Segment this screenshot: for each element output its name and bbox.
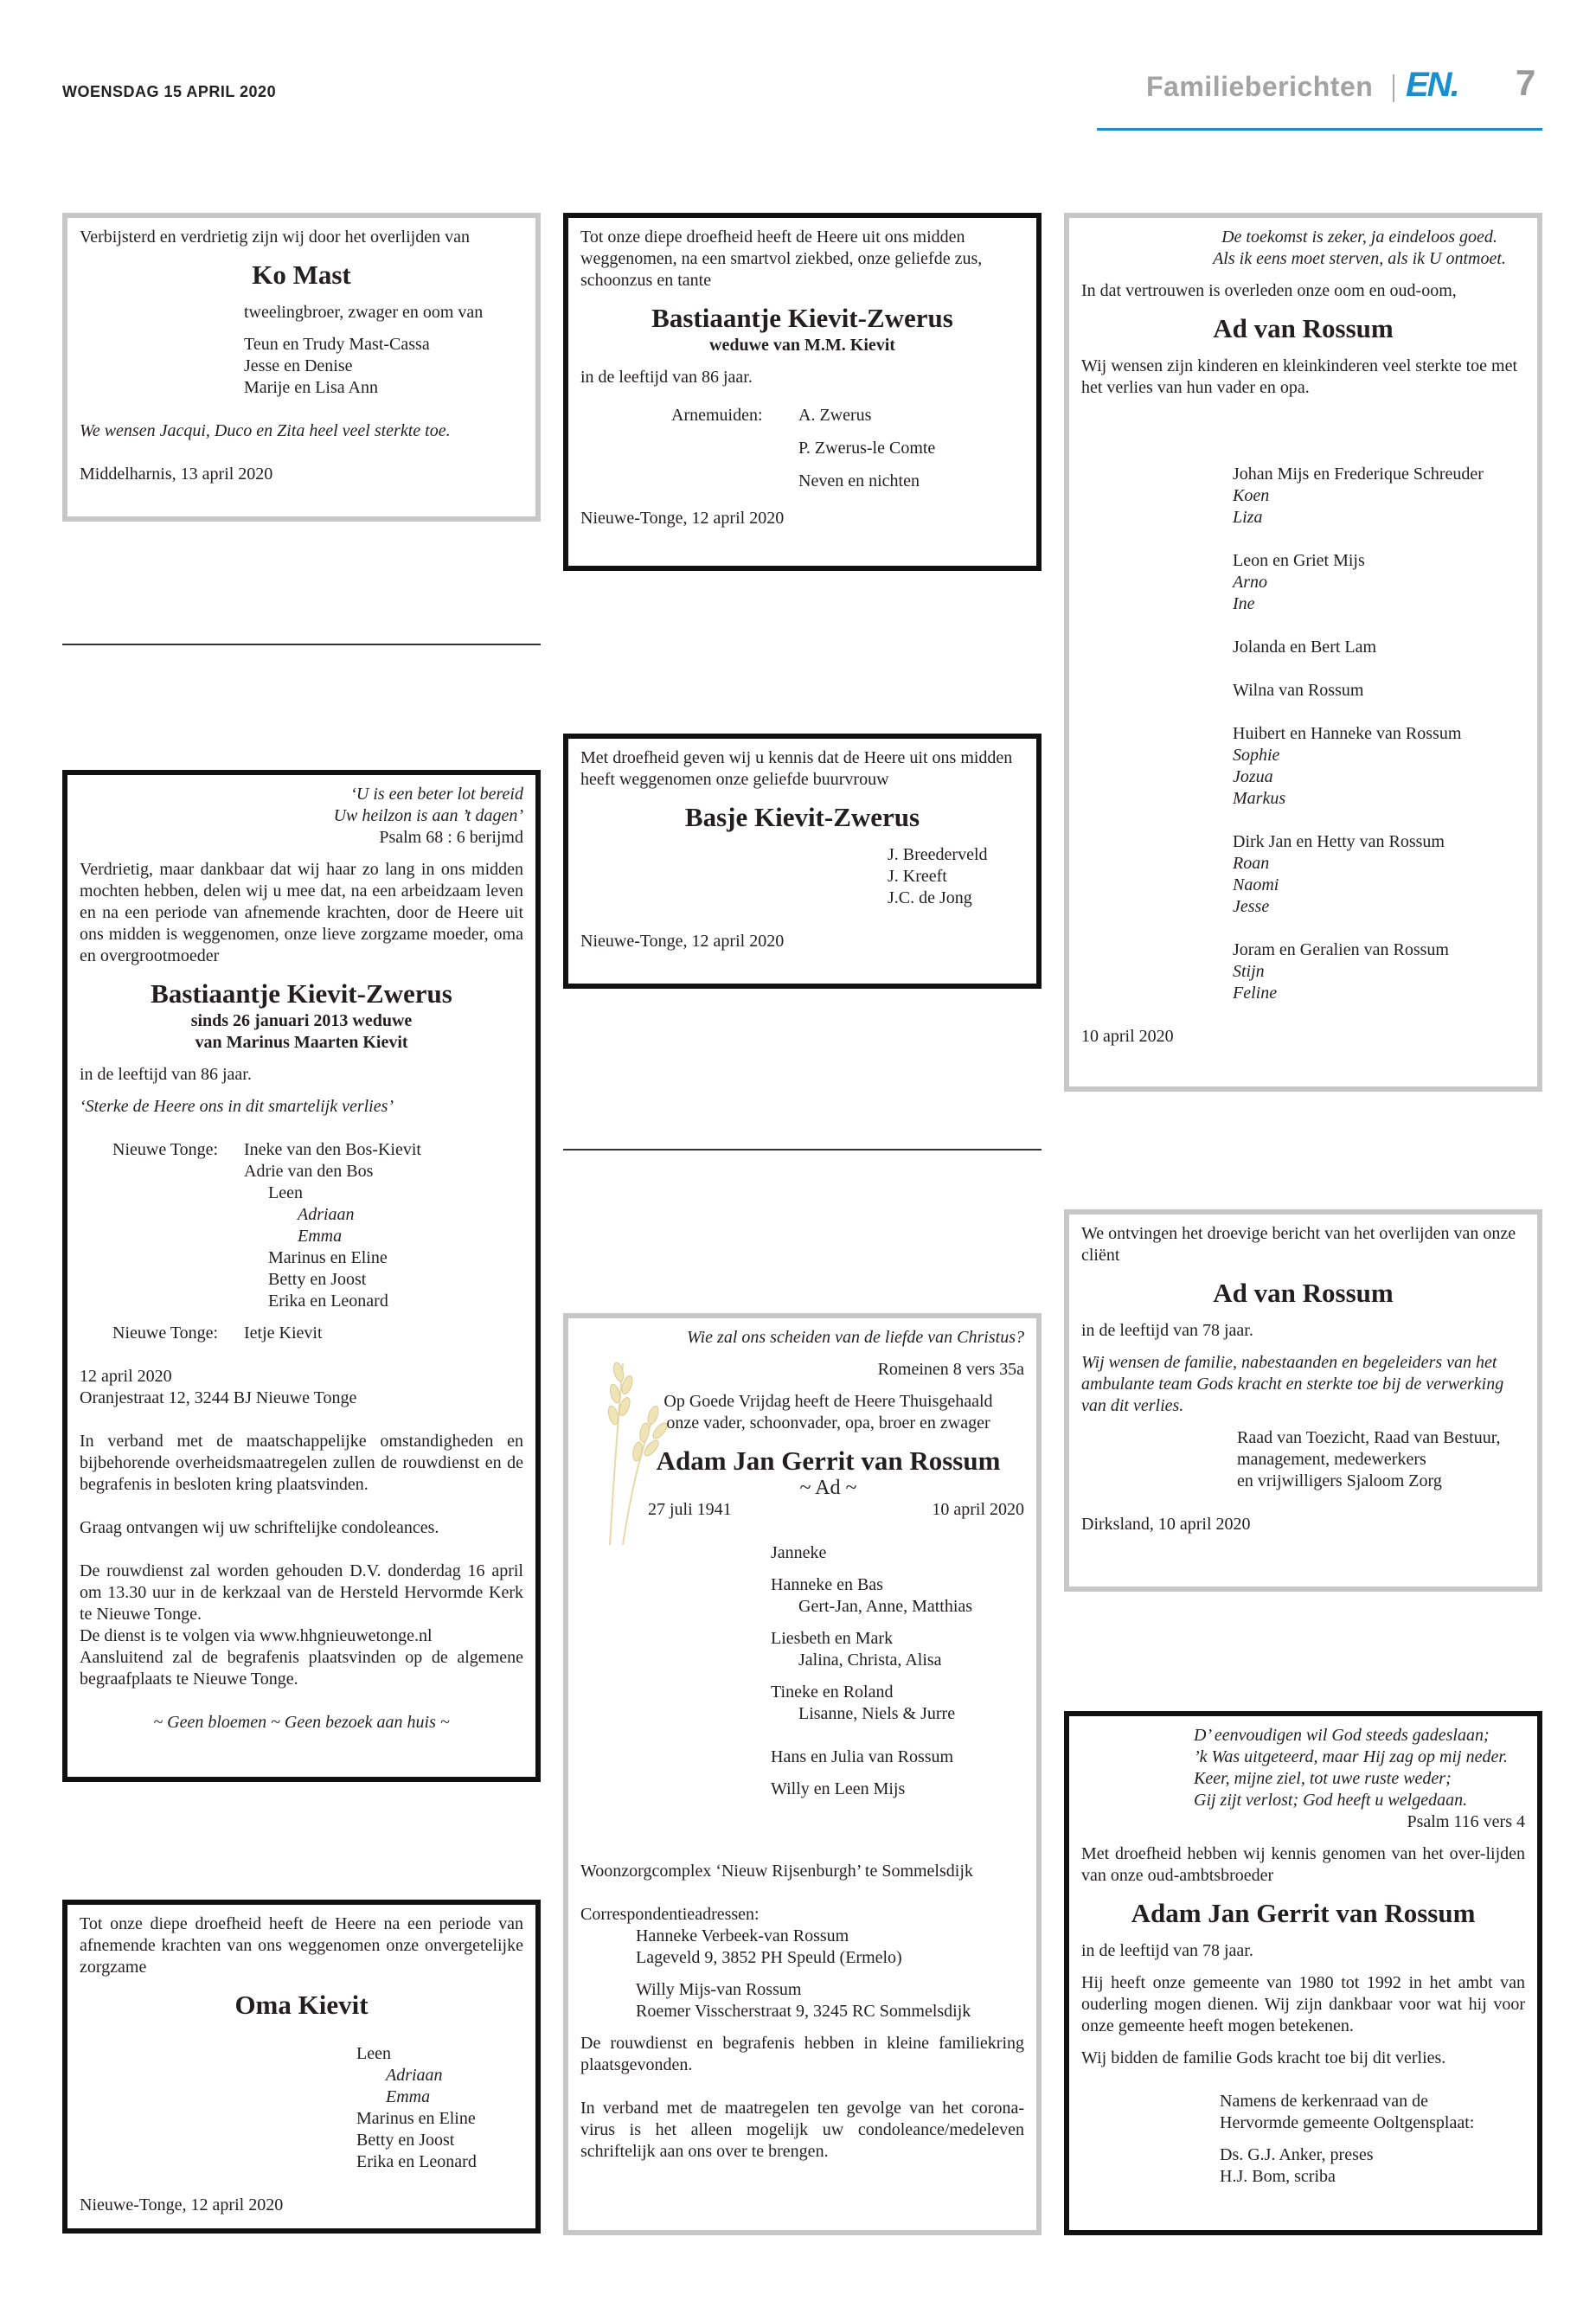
wish: We wensen Jacqui, Duco en Zita heel veel sterkte toe. bbox=[80, 421, 451, 440]
family-line: Erika en Leonard bbox=[268, 1292, 388, 1311]
family-line: Leon en Griet Mijs bbox=[1233, 551, 1365, 570]
place-date: Dirksland, 10 april 2020 bbox=[1081, 1515, 1251, 1534]
quote-line: D’ eenvoudigen wil God steeds gadeslaan; bbox=[1194, 1726, 1490, 1745]
quote-line: ’k Was uitgeteerd, maar Hij zag op mij neder. bbox=[1194, 1747, 1508, 1766]
obituary-bastiaantje-family bbox=[62, 770, 541, 1782]
family-line: Leen bbox=[356, 2044, 391, 2063]
grandchild: Jozua bbox=[1233, 767, 1273, 786]
family-line: Ineke van den Bos-Kievit bbox=[244, 1140, 421, 1159]
quote-line: De toekomst is zeker, ja eindeloos goed. bbox=[1221, 228, 1497, 247]
grandchild: Feline bbox=[1233, 984, 1278, 1003]
family-line: Marinus en Eline bbox=[356, 2109, 476, 2128]
header-rule bbox=[1097, 128, 1542, 131]
grandchild: Naomi bbox=[1233, 875, 1279, 894]
quote: Wie zal ons scheiden van de liefde van Christus? bbox=[687, 1328, 1024, 1347]
subtitle: weduwe van M.M. Kievit bbox=[709, 336, 895, 355]
date: 12 april 2020 bbox=[80, 1367, 172, 1386]
family-line: Betty en Joost bbox=[268, 1270, 367, 1289]
header-divider bbox=[1393, 74, 1394, 102]
grandchild: Emma bbox=[298, 1227, 343, 1246]
address-name: Willy Mijs-van Rossum bbox=[636, 1980, 802, 1999]
residence: Woonzorgcomplex ‘Nieuw Rijsenburgh’ te Sommelsdijk bbox=[580, 1862, 973, 1881]
obituary-ad-van-rossum-sjaloom bbox=[1064, 1209, 1542, 1592]
grandchild: Stijn bbox=[1233, 962, 1265, 981]
address-line: Lageveld 9, 3852 PH Speuld (Ermelo) bbox=[636, 1948, 902, 1967]
en-logo: EN. bbox=[1406, 66, 1458, 104]
death-date: 10 april 2020 bbox=[932, 1500, 1024, 1519]
grandchildren: Gert-Jan, Anne, Matthias bbox=[798, 1597, 973, 1616]
family-line: Willy en Leen Mijs bbox=[771, 1779, 906, 1798]
place-date: Nieuwe-Tonge, 12 april 2020 bbox=[580, 509, 785, 528]
prayer: Wij bidden de familie Gods kracht toe bij dit verlies. bbox=[1081, 2048, 1446, 2067]
quote-ref: Psalm 116 vers 4 bbox=[1407, 1812, 1525, 1831]
deceased-name: Ko Mast bbox=[252, 260, 351, 290]
grandchildren: Jalina, Christa, Alisa bbox=[798, 1650, 942, 1670]
obituary-basje-kievit bbox=[563, 734, 1042, 989]
intro: Met droefheid hebben wij kennis genomen van het over-lijden van onze oud-ambtsbroeder bbox=[1081, 1844, 1525, 1885]
grandchild: Roan bbox=[1233, 854, 1270, 873]
address-line: Roemer Visscherstraat 9, 3245 RC Sommelsdijk bbox=[636, 2002, 971, 2021]
family-line: Neven en nichten bbox=[798, 471, 920, 490]
family-line: Jesse en Denise bbox=[244, 356, 353, 375]
column-separator bbox=[563, 1149, 1042, 1150]
family-line: Tineke en Roland bbox=[771, 1682, 894, 1702]
signer-line: Ds. G.J. Anker, preses bbox=[1220, 2145, 1374, 2164]
family-line: A. Zwerus bbox=[798, 406, 872, 425]
deceased-name: Bastiaantje Kievit-Zwerus bbox=[151, 978, 452, 1009]
grandchild: Markus bbox=[1233, 789, 1286, 808]
intro: We ontvingen het droevige bericht van het overlijden van onze cliënt bbox=[1081, 1224, 1516, 1265]
family-line: Jolanda en Bert Lam bbox=[1233, 638, 1377, 657]
quote-line: Keer, mijne ziel, tot uwe ruste weder; bbox=[1194, 1769, 1452, 1788]
address: Oranjestraat 12, 3244 BJ Nieuwe Tonge bbox=[80, 1388, 357, 1407]
date: 10 april 2020 bbox=[1081, 1027, 1174, 1046]
grandchildren: Lisanne, Niels & Jurre bbox=[798, 1704, 956, 1723]
family-line: Marinus en Eline bbox=[268, 1248, 388, 1267]
intro: Op Goede Vrijdag heeft de Heere Thuisgehaald bbox=[663, 1392, 993, 1411]
place-label: Arnemuiden: bbox=[671, 406, 763, 425]
grandchild: Adriaan bbox=[298, 1205, 355, 1224]
age: in de leeftijd van 86 jaar. bbox=[580, 368, 753, 387]
subtitle: sinds 26 januari 2013 weduwe bbox=[190, 1011, 413, 1030]
family-line: Liesbeth en Mark bbox=[771, 1629, 894, 1648]
family-line: J. Kreeft bbox=[888, 867, 947, 886]
burial: Aansluitend zal de begrafenis plaatsvinden op de algemene begraafplaats te Nieuwe Tonge. bbox=[80, 1648, 523, 1689]
deceased-name: Basje Kievit-Zwerus bbox=[684, 802, 920, 832]
family-line: Hanneke en Bas bbox=[771, 1575, 883, 1594]
obituary-adam-jan-gerrit-family bbox=[563, 1313, 1042, 2235]
signer-line: en vrijwilligers Sjaloom Zorg bbox=[1237, 1471, 1442, 1490]
birth-date: 27 juli 1941 bbox=[648, 1500, 732, 1519]
family-line: Huibert en Hanneke van Rossum bbox=[1233, 724, 1462, 743]
correspondence-label: Correspondentieadressen: bbox=[580, 1905, 760, 1924]
intro: Tot onze diepe droefheid heeft de Heere uit ons midden weggenomen, na een smartvol ziekbed, onze geliefde zus, schoonzus en tante bbox=[580, 228, 983, 290]
address-name: Hanneke Verbeek-van Rossum bbox=[636, 1926, 849, 1945]
family-line: Johan Mijs en Frederique Schreuder bbox=[1233, 465, 1484, 484]
grandchild: Jesse bbox=[1233, 897, 1270, 916]
service: De rouwdienst zal worden gehouden D.V. donderdag 16 april om 13.30 uur in de kerkzaal van de Hersteld Hervormde Kerk te Nieuwe Tonge. bbox=[80, 1561, 523, 1624]
measures: In verband met de maatregelen ten gevolge van het corona-virus is het alleen mogelijk uw condoleance/medeleven schriftelijk aan ons over te brengen. bbox=[580, 2099, 1024, 2161]
family-line: J. Breederveld bbox=[888, 845, 988, 864]
grandchild: Arno bbox=[1233, 573, 1267, 592]
age: in de leeftijd van 78 jaar. bbox=[1081, 1941, 1253, 1960]
signer-line: Raad van Toezicht, Raad van Bestuur, bbox=[1237, 1428, 1501, 1447]
signer-line: H.J. Bom, scriba bbox=[1220, 2167, 1336, 2186]
quote-line: Als ik eens moet sterven, als ik U ontmoet. bbox=[1213, 249, 1506, 268]
footer-note: ~ Geen bloemen ~ Geen bezoek aan huis ~ bbox=[153, 1713, 450, 1732]
condolences: Graag ontvangen wij uw schriftelijke condoleances. bbox=[80, 1518, 439, 1537]
family-line: Erika en Leonard bbox=[356, 2152, 477, 2171]
obituary-bastiaantje-zwerus bbox=[563, 213, 1042, 571]
quote-ref: Psalm 68 : 6 berijmd bbox=[379, 828, 523, 847]
quote-line: ‘U is een beter lot bereid bbox=[350, 785, 523, 804]
stream-link: De dienst is te volgen via www.hhgnieuwetonge.nl bbox=[80, 1626, 433, 1645]
grandchild: Koen bbox=[1233, 486, 1270, 505]
family-line: Leen bbox=[268, 1183, 303, 1202]
motto: ‘Sterke de Heere ons in dit smartelijk verlies’ bbox=[80, 1097, 394, 1116]
header-date: WOENSDAG 15 APRIL 2020 bbox=[62, 83, 277, 100]
quote-ref: Romeinen 8 vers 35a bbox=[877, 1360, 1024, 1379]
family-line: Janneke bbox=[771, 1543, 827, 1562]
family-line: Adrie van den Bos bbox=[244, 1162, 374, 1181]
obituary-adam-jan-gerrit-kerkenraad bbox=[1064, 1711, 1542, 2235]
deceased-name: Oma Kievit bbox=[234, 1990, 369, 2020]
obituary-oma-kievit bbox=[62, 1900, 541, 2234]
deceased-name: Adam Jan Gerrit van Rossum bbox=[656, 1445, 1001, 1476]
intro: Verdrietig, maar dankbaar dat wij haar zo lang in ons midden mochten hebben, delen wij u mee dat, na een arbeidzaam leven en na een periode van afnemende krachten, door de Heere uit ons midden is weggenomen, onze lieve zorgzame moeder, oma en overgrootmoeder bbox=[80, 860, 523, 965]
grandchild: Ine bbox=[1233, 594, 1255, 613]
deceased-name: Ad van Rossum bbox=[1213, 313, 1394, 343]
family-line: P. Zwerus-le Comte bbox=[798, 439, 936, 458]
nickname: ~ Ad ~ bbox=[799, 1477, 857, 1499]
age: in de leeftijd van 86 jaar. bbox=[80, 1065, 252, 1084]
family-line: Teun en Trudy Mast-Cassa bbox=[244, 335, 430, 354]
wish: Wij wensen zijn kinderen en kleinkinderen veel sterkte toe met het verlies van hun vader en opa. bbox=[1081, 356, 1518, 397]
place-date: Nieuwe-Tonge, 12 april 2020 bbox=[80, 2195, 284, 2214]
intro: In dat vertrouwen is overleden onze oom en oud-oom, bbox=[1081, 281, 1457, 300]
grandchild: Emma bbox=[386, 2087, 431, 2106]
obituary-ko-mast bbox=[62, 213, 541, 522]
page-number: 7 bbox=[1516, 62, 1536, 103]
subtitle: van Marinus Maarten Kievit bbox=[195, 1033, 408, 1052]
signer-line: Namens de kerkenraad van de bbox=[1220, 2092, 1428, 2111]
deceased-name: Bastiaantje Kievit-Zwerus bbox=[651, 303, 953, 333]
family-line: Betty en Joost bbox=[356, 2131, 455, 2150]
section-title: Familieberichten bbox=[1146, 71, 1374, 102]
obituary-ad-van-rossum-family bbox=[1064, 213, 1542, 1092]
service: De rouwdienst en begrafenis hebben in kleine familiekring plaatsgevonden. bbox=[580, 2034, 1024, 2074]
measures: In verband met de maatschappelijke omstandigheden en bijbehorende overheidsmaatregelen zullen de rouwdienst en de begrafenis in besloten kring plaatsvinden. bbox=[80, 1432, 523, 1494]
grandchild: Liza bbox=[1233, 508, 1263, 527]
family-line: Hans en Julia van Rossum bbox=[771, 1747, 954, 1766]
family-line: Dirk Jan en Hetty van Rossum bbox=[1233, 832, 1445, 851]
signer-line: management, medewerkers bbox=[1237, 1450, 1426, 1469]
signer-line: Hervormde gemeente Ooltgensplaat: bbox=[1220, 2113, 1475, 2132]
family-line: Ietje Kievit bbox=[244, 1324, 323, 1343]
grandchild: Adriaan bbox=[386, 2066, 443, 2085]
place-date: Middelharnis, 13 april 2020 bbox=[80, 465, 273, 484]
family-line: J.C. de Jong bbox=[888, 888, 972, 907]
family-line: Wilna van Rossum bbox=[1233, 681, 1364, 700]
quote-line: Gij zijt verlost; God heeft u welgedaan. bbox=[1194, 1791, 1468, 1810]
quote-line: Uw heilzon is aan ’t dagen’ bbox=[333, 806, 523, 825]
column-separator bbox=[62, 644, 541, 645]
intro: Tot onze diepe droefheid heeft de Heere na een periode van afnemende krachten van ons weggenomen onze onvergetelijke zorgzame bbox=[80, 1914, 523, 1977]
relation: tweelingbroer, zwager en oom van bbox=[244, 303, 484, 322]
service-text: Hij heeft onze gemeente van 1980 tot 1992 in het ambt van ouderling mogen dienen. Wij zijn dankbaar voor wat hij voor onze gemeente heeft mogen betekenen. bbox=[1081, 1973, 1525, 2035]
grandchild: Sophie bbox=[1233, 746, 1280, 765]
place-date: Nieuwe-Tonge, 12 april 2020 bbox=[580, 932, 785, 951]
wish: Wij wensen de familie, nabestaanden en begeleiders van het ambulante team Gods kracht en sterkte toe bij de verwerking van dit verlies. bbox=[1081, 1353, 1504, 1415]
deceased-name: Ad van Rossum bbox=[1213, 1278, 1394, 1308]
place-label: Nieuwe Tonge: bbox=[112, 1324, 219, 1343]
deceased-name: Adam Jan Gerrit van Rossum bbox=[1131, 1898, 1476, 1928]
intro: Met droefheid geven wij u kennis dat de Heere uit ons midden heeft weggenomen onze geliefde buurvrouw bbox=[580, 748, 1013, 789]
age: in de leeftijd van 78 jaar. bbox=[1081, 1321, 1253, 1340]
intro: onze vader, schoonvader, opa, broer en zwager bbox=[666, 1413, 990, 1433]
place-label: Nieuwe Tonge: bbox=[112, 1140, 219, 1159]
family-line: Joram en Geralien van Rossum bbox=[1233, 940, 1449, 959]
family-line: Marije en Lisa Ann bbox=[244, 378, 378, 397]
intro: Verbijsterd en verdrietig zijn wij door het overlijden van bbox=[80, 228, 470, 247]
